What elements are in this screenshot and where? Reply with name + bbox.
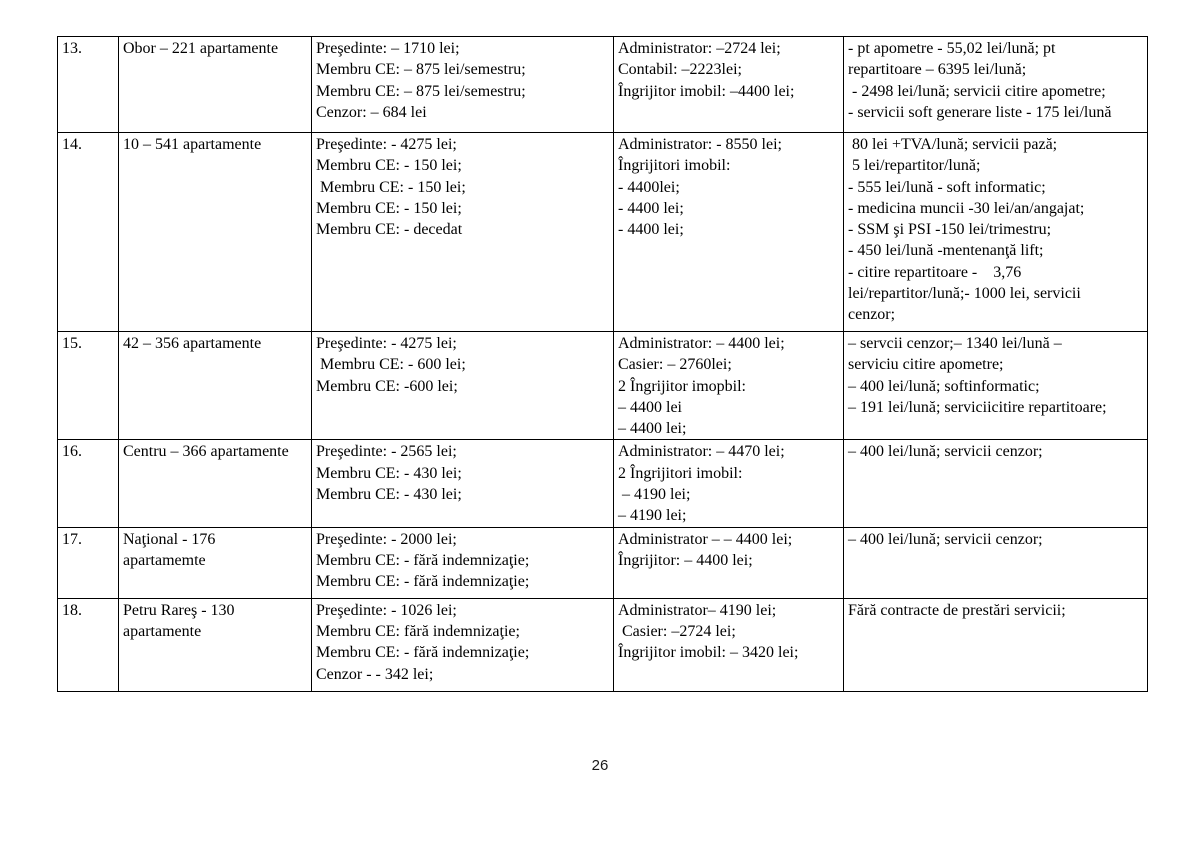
staff-pay-cell xyxy=(614,598,844,691)
text-line: Preşedinte: - 4275 lei; xyxy=(316,136,457,153)
text-line: Îngrijitor imobil: –4400 lei; xyxy=(618,82,795,100)
text-line: Centru – 366 apartamente xyxy=(123,443,289,461)
text-line: Membru CE: – 875 lei/semestru; xyxy=(316,82,526,100)
text-line: Membru CE: - decedat xyxy=(316,221,463,239)
association-cell xyxy=(119,37,312,133)
text-line: Membru CE: - 150 lei; xyxy=(316,199,462,217)
text-line: Membru CE: - fără indemnizaţie; xyxy=(316,644,530,662)
text-line: Obor – 221 apartamente xyxy=(123,40,279,57)
services-cell xyxy=(844,332,1148,440)
text-line: Preşedinte: – 1710 lei; xyxy=(316,40,460,57)
text-line: – 191 lei/lună; serviciicitire repartitoare; xyxy=(848,398,1107,416)
text-line: Membru CE: - 150 lei; xyxy=(316,178,466,196)
text-line: - pt apometre - 55,02 lei/lună; pt xyxy=(848,40,1056,57)
text-line: Membru CE: - fără indemnizaţie; xyxy=(316,573,530,591)
text-line: Preşedinte: - 2565 lei; xyxy=(316,443,457,461)
text-line: 13. xyxy=(62,40,82,57)
text-line: Fără contracte de prestări servicii; xyxy=(848,601,1066,619)
association-cell xyxy=(119,598,312,691)
text-line: - 555 lei/lună - soft informatic; xyxy=(848,178,1046,196)
associations-table xyxy=(57,36,1148,692)
text-line: Membru CE: - 150 lei; xyxy=(316,157,462,175)
text-line: – 4190 lei; xyxy=(618,486,691,504)
services-cell xyxy=(844,598,1148,691)
committee-pay-cell xyxy=(312,527,614,598)
text-line: Preşedinte: - 2000 lei; xyxy=(316,530,457,548)
services-cell xyxy=(844,133,1148,332)
text-line: – 400 lei/lună; servicii cenzor; xyxy=(848,443,1043,461)
text-line: – servcii cenzor;– 1340 lei/lună – xyxy=(848,335,1062,352)
text-line: Petru Rareş - 130 xyxy=(123,601,235,619)
staff-pay-cell xyxy=(614,133,844,332)
text-line: Casier: –2724 lei; xyxy=(618,622,736,640)
text-line: lei/repartitor/lună;- 1000 lei, servicii xyxy=(848,285,1081,303)
text-line: – 400 lei/lună; servicii cenzor; xyxy=(848,530,1043,548)
page-number: 26 xyxy=(591,757,609,774)
text-line: - SSM şi PSI -150 lei/trimestru; xyxy=(848,221,1052,239)
row-number-cell xyxy=(58,133,119,332)
text-line: apartamemte xyxy=(123,551,206,569)
text-line: 42 – 356 apartamente xyxy=(123,335,262,352)
table-body xyxy=(58,37,1148,692)
row-number-cell xyxy=(58,37,119,133)
text-line: Membru CE: - fără indemnizaţie; xyxy=(316,551,530,569)
text-line: – 400 lei/lună; softinformatic; xyxy=(848,377,1040,395)
text-line: 15. xyxy=(62,335,82,352)
table-row xyxy=(58,598,1148,691)
text-line: – 4190 lei; xyxy=(618,507,687,525)
committee-pay-cell xyxy=(312,332,614,440)
text-line: Membru CE: - 600 lei; xyxy=(316,356,466,374)
text-line: 80 lei +TVA/lună; servicii pază; xyxy=(848,136,1058,153)
text-line: Cenzor - - 342 lei; xyxy=(316,665,434,683)
text-line: - medicina muncii -30 lei/an/angajat; xyxy=(848,199,1085,217)
text-line: apartamente xyxy=(123,622,202,640)
text-line: Administrator: – 4470 lei; xyxy=(618,443,785,461)
text-line: 5 lei/repartitor/lună; xyxy=(848,157,981,175)
staff-pay-cell xyxy=(614,37,844,133)
association-cell xyxy=(119,527,312,598)
text-line: Îngrijitor: – 4400 lei; xyxy=(618,551,753,569)
committee-pay-cell xyxy=(312,440,614,527)
text-line: 16. xyxy=(62,443,82,461)
text-line: - 450 lei/lună -mentenanţă lift; xyxy=(848,242,1044,260)
text-line: Naţional - 176 xyxy=(123,530,216,548)
text-line: Îngrijitor imobil: – 3420 lei; xyxy=(618,644,799,662)
text-line: Membru CE: – 875 lei/semestru; xyxy=(316,61,526,79)
association-cell xyxy=(119,133,312,332)
text-line: 17. xyxy=(62,530,82,548)
text-line: 14. xyxy=(62,136,82,153)
text-line: Membru CE: - 430 lei; xyxy=(316,486,462,504)
table-row xyxy=(58,133,1148,332)
text-line: Contabil: –2223lei; xyxy=(618,61,742,79)
row-number-cell xyxy=(58,440,119,527)
text-line: - 4400 lei; xyxy=(618,199,684,217)
text-line: - servicii soft generare liste - 175 lei/lună xyxy=(848,103,1112,121)
text-line: Membru CE: fără indemnizaţie; xyxy=(316,622,520,640)
text-line: Îngrijitori imobil: xyxy=(618,157,731,175)
table-row xyxy=(58,440,1148,527)
text-line: – 4400 lei; xyxy=(618,420,687,438)
text-line: 10 – 541 apartamente xyxy=(123,136,262,153)
text-line: Preşedinte: - 4275 lei; xyxy=(316,335,457,352)
table-row xyxy=(58,332,1148,440)
services-cell xyxy=(844,37,1148,133)
text-line: repartitoare – 6395 lei/lună; xyxy=(848,61,1027,79)
table-row xyxy=(58,37,1148,133)
staff-pay-cell xyxy=(614,440,844,527)
committee-pay-cell xyxy=(312,598,614,691)
text-line: 18. xyxy=(62,601,82,619)
text-line: - 2498 lei/lună; servicii citire apometre; xyxy=(848,82,1106,100)
row-number-cell xyxy=(58,527,119,598)
table-row xyxy=(58,527,1148,598)
text-line: Cenzor: – 684 lei xyxy=(316,103,427,121)
committee-pay-cell xyxy=(312,133,614,332)
text-line: Administrator: – 4400 lei; xyxy=(618,335,785,352)
services-cell xyxy=(844,527,1148,598)
committee-pay-cell xyxy=(312,37,614,133)
text-line: - 4400 lei; xyxy=(618,221,684,239)
staff-pay-cell xyxy=(614,332,844,440)
text-line: 2 Îngrijitor imopbil: xyxy=(618,377,746,395)
text-line: Administrator – – 4400 lei; xyxy=(618,530,793,548)
text-line: - citire repartitoare - 3,76 xyxy=(848,263,1022,281)
text-line: cenzor; xyxy=(848,306,896,324)
text-line: – 4400 lei xyxy=(618,398,682,416)
text-line: Administrator– 4190 lei; xyxy=(618,601,777,619)
association-cell xyxy=(119,332,312,440)
text-line: serviciu citire apometre; xyxy=(848,356,1004,374)
text-line: Membru CE: - 430 lei; xyxy=(316,464,462,482)
staff-pay-cell xyxy=(614,527,844,598)
text-line: 2 Îngrijitori imobil: xyxy=(618,464,743,482)
services-cell xyxy=(844,440,1148,527)
text-line: Preşedinte: - 1026 lei; xyxy=(316,601,457,619)
text-line: Administrator: - 8550 lei; xyxy=(618,136,782,153)
text-line: - 4400lei; xyxy=(618,178,680,196)
text-line: Administrator: –2724 lei; xyxy=(618,40,781,57)
row-number-cell xyxy=(58,332,119,440)
row-number-cell xyxy=(58,598,119,691)
text-line: Casier: – 2760lei; xyxy=(618,356,732,374)
text-line: Membru CE: -600 lei; xyxy=(316,377,458,395)
association-cell xyxy=(119,440,312,527)
